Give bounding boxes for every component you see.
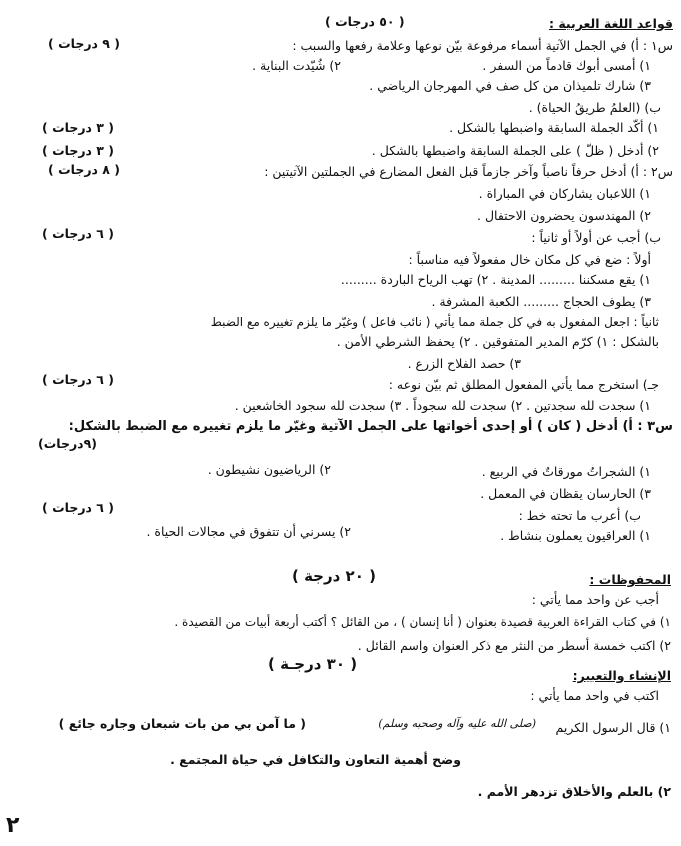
q2c-text: جـ) استخرج مما يأتي المفعول المطلق ثم بيّن نوعه : — [388, 377, 659, 392]
q1a-item2: ٢) شُيّدت البناية . — [252, 58, 341, 73]
q1a-text: س١ : أ) في الجمل الآتية أسماء مرفوعة بيّن نوعها وعلامة رفعها والسبب : — [292, 38, 673, 53]
q2a-item1: ١) اللاعبان يشاركان في المباراة . — [478, 186, 651, 201]
composition-marks: ( ٣٠ درجـة ) — [268, 655, 358, 673]
composition-item1-start: ١) قال الرسول الكريم — [555, 720, 671, 735]
q1a-marks: ( ٩ درجات ) — [48, 36, 121, 51]
q1b-item2: ٢) أدخل ( ظلّ ) على الجملة السابقة واضبطها بالشكل . — [371, 143, 659, 158]
grammar-marks: ( ٥٠ درجات ) — [325, 14, 405, 29]
q2b-first: أولاً : ضع في كل مكان خال مفعولاً فيه مناسباً : — [408, 252, 651, 267]
memorization-item1: ١) في كتاب القراءة العربية قصيدة بعنوان ( أنا إنسان ) ، من القائل ؟ أكتب أربعة أبيات من القصيدة . — [174, 615, 671, 629]
q3a-marks: (٩درجات) — [38, 436, 97, 451]
grammar-heading: قواعد اللغة العربية : — [548, 16, 673, 31]
q2a-item2: ٢) المهندسون يحضرون الاحتفال . — [477, 208, 651, 223]
q2c-items: ١) سجدت لله سجدتين . ٢) سجدت لله سجوداً . ٣) سجدت لله سجود الخاشعين . — [234, 398, 651, 413]
composition-salawat: (صلى الله عليه وآله وصحبه وسلم) — [378, 717, 536, 730]
q2b-second: ثانياً : اجعل المفعول به في كل جملة مما يأتي ( نائب فاعل ) وغيّر ما يلزم تغييره مع الضبط — [210, 315, 659, 329]
q2a-text: س٢ : أ) أدخل حرفاً ناصباً وآخر جازماً قبل الفعل المضارع في الجملتين الآتيتين : — [264, 164, 673, 179]
composition-heading: الإنشاء والتعبير: — [572, 668, 671, 683]
q2b-text: ب) أجب عن أولاً أو ثانياً : — [531, 230, 661, 245]
q3b-item2: ٢) يسرني أن تتفوق في مجالات الحياة . — [146, 524, 351, 539]
memorization-item2: ٢) اكتب خمسة أسطر من النثر مع ذكر العنوان واسم القائل . — [357, 638, 671, 653]
q2a-marks: ( ٨ درجات ) — [48, 162, 121, 177]
q2b-first-item3: ٣) يطوف الحجاج ......... الكعبة المشرفة . — [431, 294, 651, 309]
q3a-text: س٣ : أ) أدخل ( كان ) أو إحدى أخواتها على الجمل الآتية وغيّر ما يلزم تغييره مع الضبط بالشكل: — [68, 419, 673, 434]
composition-item2: ٢) بالعلم والأخلاق تزدهر الأمم . — [477, 784, 671, 799]
q1b-item1-marks: ( ٣ درجات ) — [42, 120, 115, 135]
q3b-text: ب) أعرب ما تحته خط : — [518, 508, 641, 523]
memorization-marks: ( ٢٠ درجة ) — [292, 567, 376, 585]
composition-instruction: اكتب في واحد مما يأتي : — [530, 688, 659, 703]
q2b-first-items: ١) يقع مسكننا ......... المدينة . ٢) تهب الرياح الباردة ......... — [340, 272, 651, 287]
q3b-item1: ١) العراقيون يعملون بنشاط . — [500, 528, 651, 543]
q1a-item1: ١) أمسى أبوك قادماً من السفر . — [482, 58, 651, 73]
q3a-item3: ٣) الحارسان يقظان في المعمل . — [480, 486, 651, 501]
memorization-heading: المحفوظات : — [589, 572, 671, 587]
q2b-second-cont: بالشكل : ١) كرّم المدير المتفوقين . ٢) يحفظ الشرطي الأمن . — [336, 334, 659, 349]
q3a-item2: ٢) الرياضيون نشيطون . — [207, 462, 331, 477]
q3a-item1: ١) الشجراتُ مورقاتٌ في الربيع . — [481, 464, 651, 479]
q2c-marks: ( ٦ درجات ) — [42, 372, 115, 387]
memorization-instruction: أجب عن واحد مما يأتي : — [531, 592, 659, 607]
q2b-marks: ( ٦ درجات ) — [42, 226, 115, 241]
q1b-item2-marks: ( ٣ درجات ) — [42, 143, 115, 158]
composition-item1-cont: وضح أهمية التعاون والتكافل في حياة المجتمع . — [170, 752, 461, 767]
q1b-text: ب) (العلمُ طريقُ الحياة) . — [528, 100, 661, 115]
q1a-item3: ٣) شارك تلميذان من كل صف في المهرجان الرياضي . — [369, 78, 651, 93]
q2b-second-item3: ٣) حصد الفلاح الزرع . — [407, 356, 521, 371]
q3b-marks: ( ٦ درجات ) — [42, 500, 115, 515]
page-number: ٢ — [6, 813, 20, 838]
q1b-item1: ١) أكّد الجملة السابقة واضبطها بالشكل . — [449, 120, 659, 135]
composition-hadith: ( ما آمن بي من بات شبعان وجاره جائع ) — [58, 716, 306, 731]
